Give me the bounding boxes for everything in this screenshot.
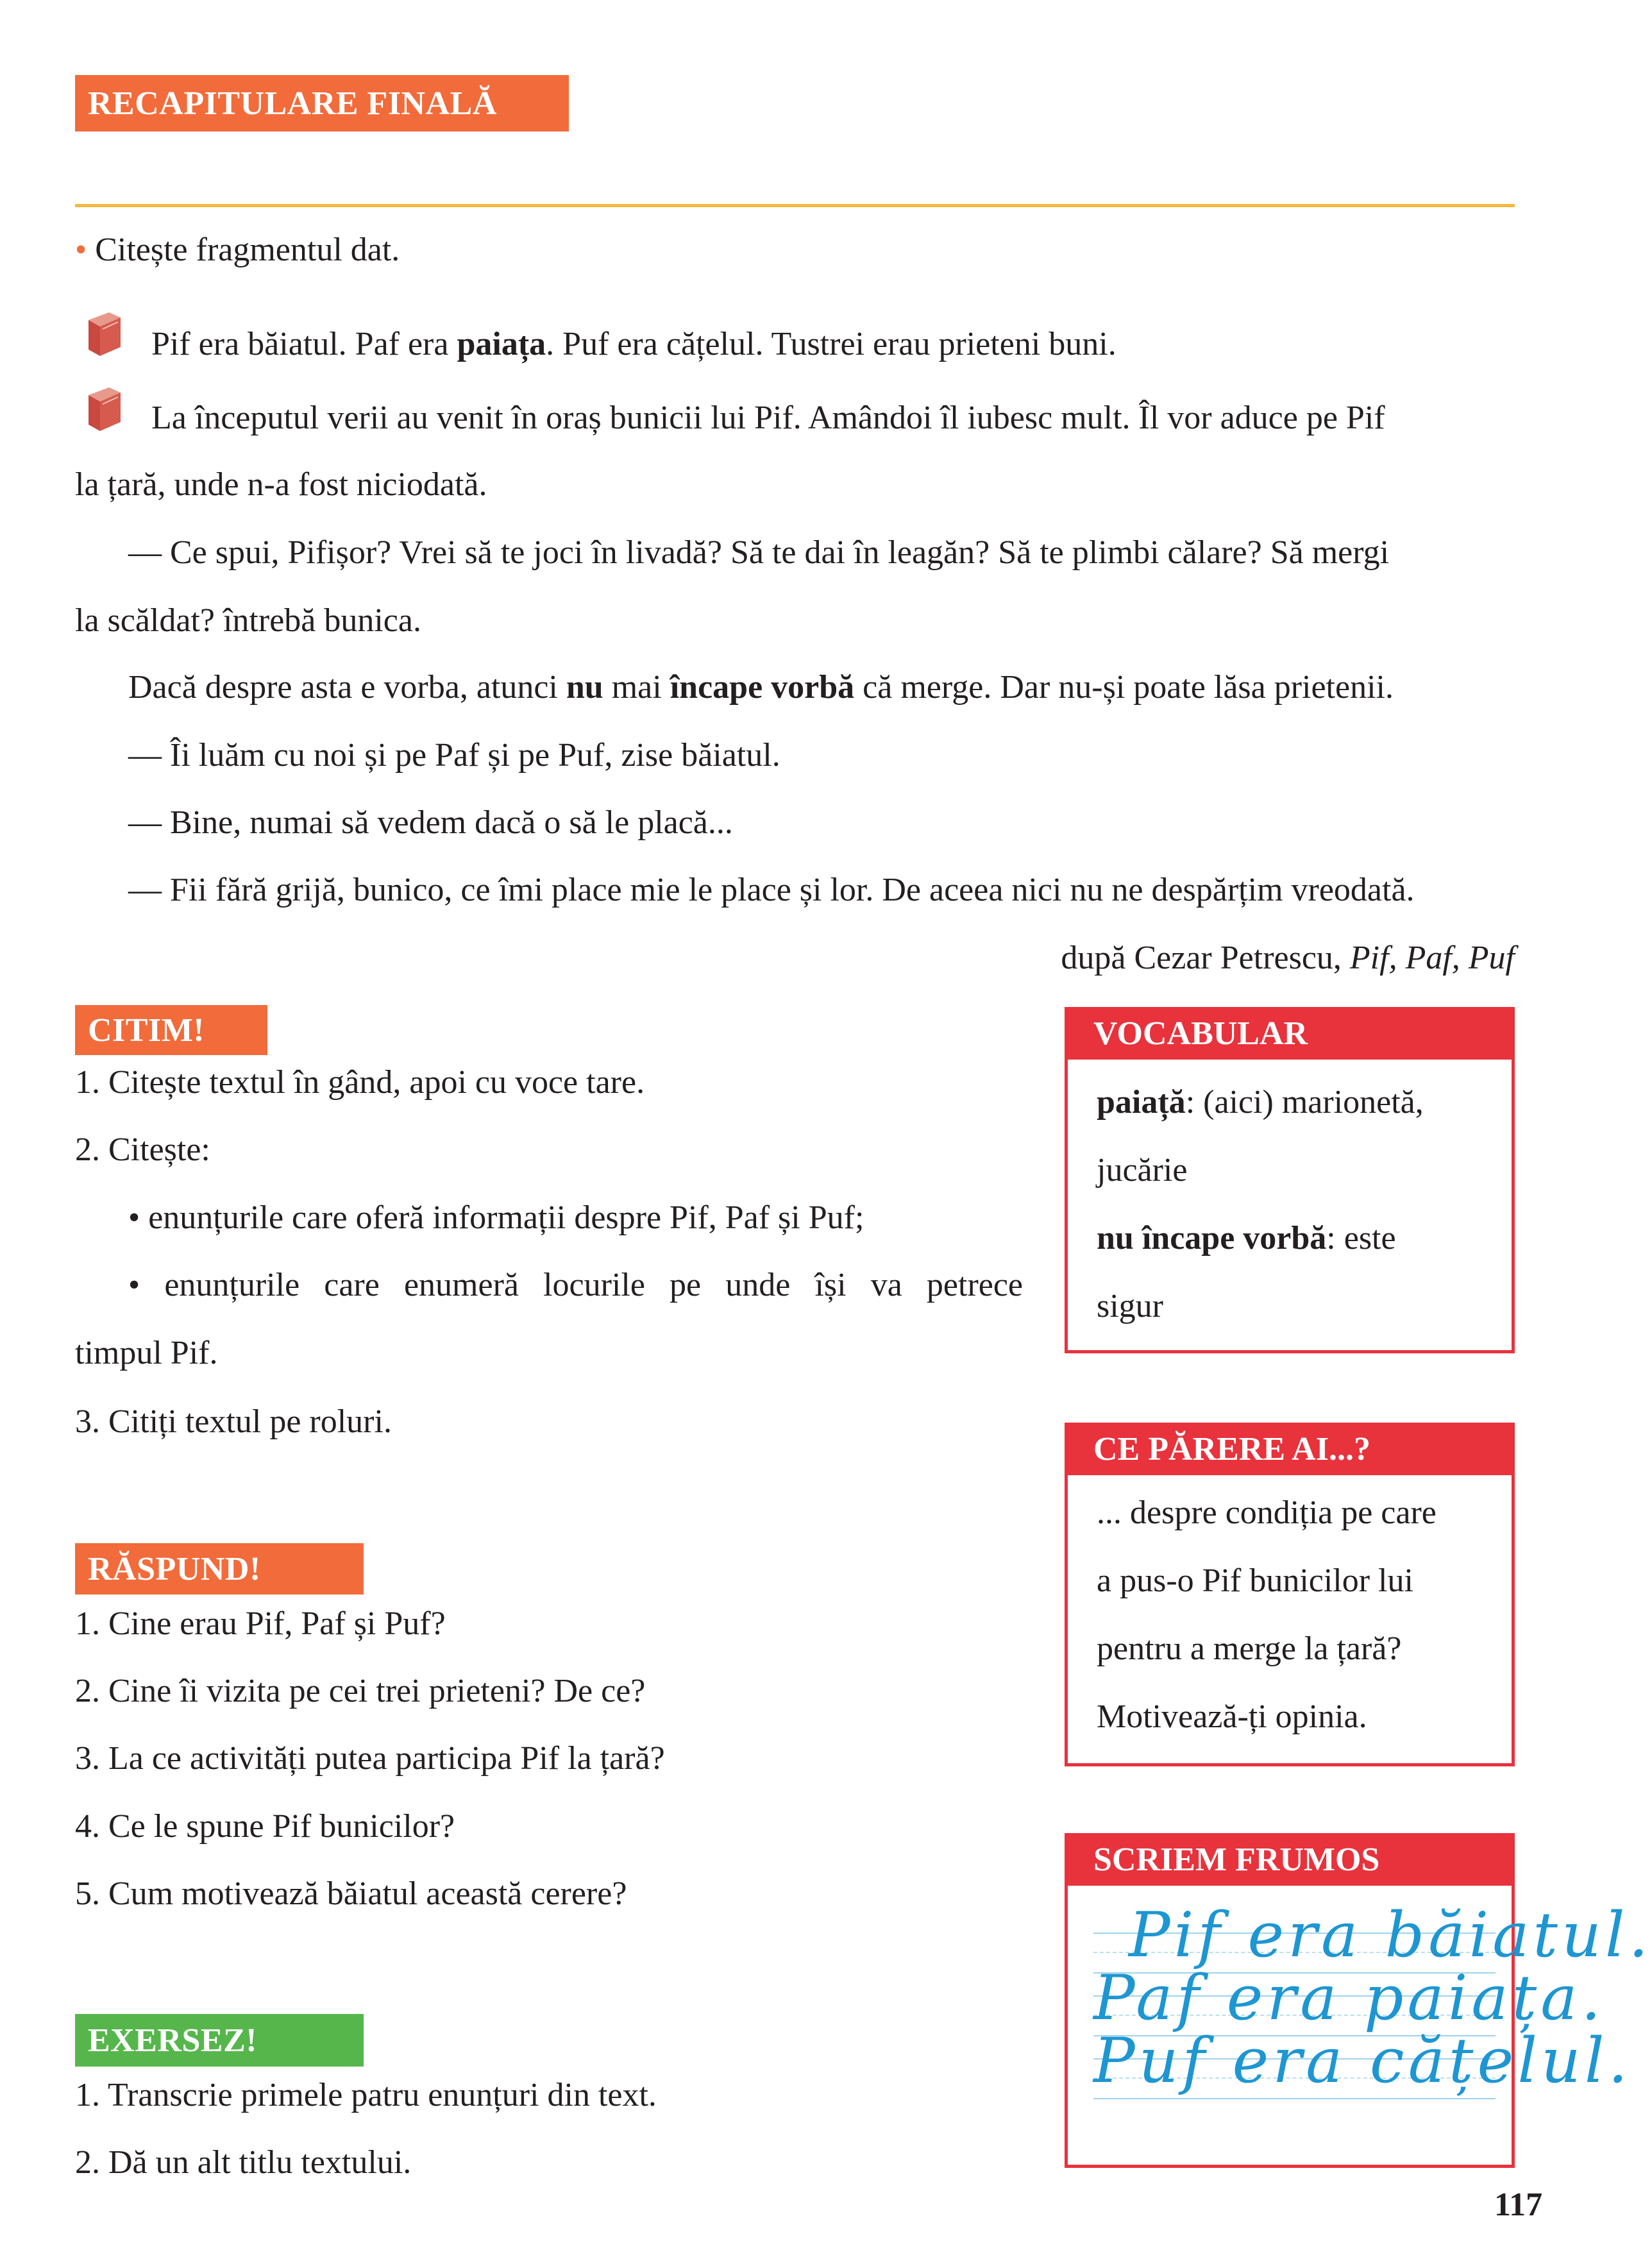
bold-term: paiața bbox=[457, 326, 546, 362]
text: că merge. Dar nu-și poate lăsa prietenii. bbox=[854, 669, 1394, 706]
parere-line: Motivează-ți opinia. bbox=[1097, 1698, 1367, 1735]
vocabular-title: VOCABULAR bbox=[1065, 1007, 1515, 1060]
vocabular-box bbox=[1065, 1007, 1515, 1353]
text: Dacă despre asta e vorba, atunci bbox=[128, 669, 566, 706]
book-icon bbox=[83, 386, 124, 432]
page-number: 117 bbox=[1494, 2187, 1543, 2223]
bullet: • bbox=[75, 232, 87, 268]
vocabular-body bbox=[1068, 1060, 1512, 1341]
story-line: la scăldat? întrebă bunica. bbox=[75, 602, 421, 639]
story-line: La începutul verii au venit în oraș bunicii lui Pif. Amândoi îl iubesc mult. Îl vor aduce pe Pif bbox=[151, 400, 1385, 436]
parere-line: ... despre condiția pe care bbox=[1097, 1494, 1437, 1531]
vocabular-term: nu încape vorbă bbox=[1097, 1220, 1327, 1256]
vocabular-definition: : (aici) marionetă, bbox=[1185, 1084, 1424, 1121]
story-line: — Fii fără grijă, bunico, ce îmi place mie le place și lor. De aceea nici nu ne despărțim vreodată. bbox=[128, 872, 1415, 908]
vocabular-definition: jucărie bbox=[1097, 1152, 1188, 1188]
story-line: — Îi luăm cu noi și pe Paf și pe Puf, zise băiatul. bbox=[128, 737, 780, 774]
story-source bbox=[1061, 939, 1515, 977]
bold-term: încape vorbă bbox=[670, 669, 855, 706]
bold-term: nu bbox=[566, 669, 603, 706]
section-title: RECAPITULARE FINALĂ bbox=[75, 75, 569, 131]
scriem-box bbox=[1065, 1833, 1652, 2168]
parere-title: CE PĂRERE AI...? bbox=[1065, 1423, 1515, 1475]
story-paragraph bbox=[151, 325, 1117, 363]
raspund-title: RĂSPUND! bbox=[75, 1543, 364, 1594]
citim-subitem: • enunțurile care enumeră locurile pe unde își va petrece bbox=[128, 1267, 1023, 1303]
citim-subitem: timpul Pif. bbox=[75, 1335, 218, 1371]
vocabular-definition: sigur bbox=[1097, 1288, 1163, 1324]
parere-body bbox=[1068, 1475, 1512, 1751]
instruction-text: Citește fragmentul dat. bbox=[95, 232, 400, 268]
citim-item: 1. Citește textul în gând, apoi cu voce tare. bbox=[75, 1064, 645, 1101]
citim-title: CITIM! bbox=[75, 1005, 267, 1055]
parere-line: a pus-o Pif bunicilor lui bbox=[1097, 1562, 1413, 1599]
handwriting-line: Pif era băiatul. bbox=[1129, 1899, 1652, 1971]
story-line: — Bine, numai să vedem dacă o să le placă... bbox=[128, 804, 733, 841]
text: după Cezar Petrescu, bbox=[1061, 940, 1350, 976]
story-line: — Ce spui, Pifișor? Vrei să te joci în livadă? Să te dai în leagăn? Să te plimbi călare? Să mergi bbox=[128, 534, 1390, 571]
parere-line: pentru a merge la țară? bbox=[1097, 1630, 1402, 1667]
handwriting-line: Paf era paiața. bbox=[1093, 1962, 1605, 2034]
exersez-item: 1. Transcrie primele patru enunțuri din text. bbox=[75, 2077, 657, 2113]
citim-item: 3. Citiți textul pe roluri. bbox=[75, 1403, 392, 1440]
raspund-item: 5. Cum motivează băiatul această cerere? bbox=[75, 1875, 627, 1912]
exersez-item: 2. Dă un alt titlu textului. bbox=[75, 2144, 412, 2181]
story-line: la țară, unde n-a fost niciodată. bbox=[75, 466, 487, 503]
scriem-title: SCRIEM FRUMOS bbox=[1065, 1833, 1515, 1886]
story-paragraph bbox=[128, 668, 1394, 706]
text: mai bbox=[603, 669, 670, 706]
source-title: Pif, Paf, Puf bbox=[1349, 940, 1515, 976]
exersez-title: EXERSEZ! bbox=[75, 2014, 364, 2067]
text: . Puf era cățelul. Tustrei erau prieteni buni. bbox=[546, 326, 1117, 362]
citim-item: 2. Citește: bbox=[75, 1131, 210, 1168]
raspund-item: 1. Cine erau Pif, Paf și Puf? bbox=[75, 1605, 446, 1642]
vocabular-entry bbox=[1097, 1205, 1489, 1273]
raspund-item: 4. Ce le spune Pif bunicilor? bbox=[75, 1808, 455, 1845]
book-icon bbox=[83, 311, 124, 357]
divider bbox=[75, 204, 1515, 207]
citim-subitem: • enunțurile care oferă informații despre Pif, Paf și Puf; bbox=[128, 1199, 864, 1236]
handwriting-line: Puf era cățelul. bbox=[1093, 2025, 1632, 2097]
raspund-item: 3. La ce activități putea participa Pif la țară? bbox=[75, 1740, 665, 1777]
instruction bbox=[75, 231, 400, 269]
vocabular-definition: : este bbox=[1326, 1220, 1396, 1256]
vocabular-entry bbox=[1097, 1069, 1489, 1137]
ruling-line bbox=[1093, 2098, 1496, 2099]
raspund-item: 2. Cine îi vizita pe cei trei prieteni? De ce? bbox=[75, 1673, 646, 1709]
parere-box bbox=[1065, 1423, 1515, 1766]
vocabular-term: paiață bbox=[1097, 1084, 1186, 1121]
text: Pif era băiatul. Paf era bbox=[151, 326, 457, 362]
